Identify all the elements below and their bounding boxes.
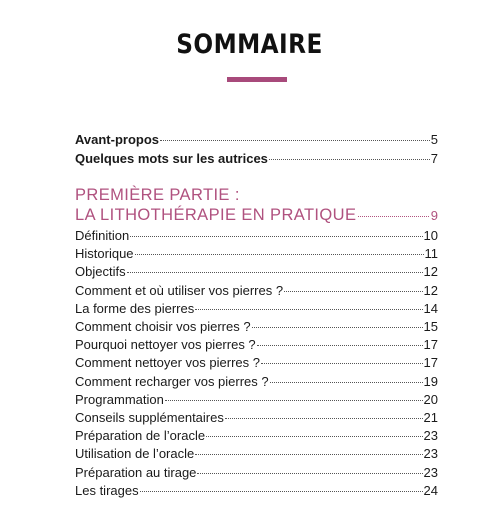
toc-entry-page: 21 (423, 410, 438, 425)
dot-leader (130, 236, 422, 237)
toc-entry[interactable] (75, 283, 438, 299)
part-one-heading-line2: LA LITHOTHÉRAPIE EN PRATIQUE (75, 206, 357, 224)
toc-entry-page: 12 (423, 264, 438, 280)
toc-entry-avant-propos[interactable] (75, 132, 438, 148)
toc-entry-page: 11 (424, 246, 438, 262)
toc-entry-page: 23 (423, 446, 438, 462)
toc-entry-label: Les tirages (75, 482, 139, 498)
dot-leader (206, 436, 422, 437)
toc-entry-page: 23 (423, 464, 438, 480)
toc-entry[interactable] (75, 428, 438, 444)
toc-entry[interactable] (75, 246, 438, 262)
toc-entry-label: La forme des pierres (75, 300, 195, 316)
toc-entry[interactable] (75, 264, 438, 280)
toc-entry-label: Préparation au tirage (75, 464, 197, 480)
toc-entry-page: 19 (423, 373, 438, 389)
toc-entry-page: 10 (423, 228, 438, 243)
dot-leader (160, 140, 430, 141)
toc-entry-page: 23 (423, 428, 438, 444)
toc-entry-page: 15 (423, 319, 438, 334)
toc-entry-label: Préparation de l’oracle (75, 428, 206, 444)
toc-entry[interactable] (75, 483, 438, 499)
dot-leader (165, 400, 423, 401)
dot-leader (195, 309, 422, 310)
toc-entry-label: Conseils supplémentaires (75, 410, 224, 425)
toc-entry[interactable] (75, 301, 438, 317)
toc-entry[interactable] (75, 410, 438, 426)
toc-entry[interactable] (75, 337, 438, 353)
toc-entry[interactable] (75, 446, 438, 462)
toc-entry-label: Historique (75, 246, 134, 262)
toc-entry-page: 5 (430, 132, 438, 147)
toc-entry[interactable] (75, 319, 438, 335)
page-title: SOMMAIRE (176, 29, 323, 60)
dot-leader (269, 159, 430, 160)
toc-entry[interactable] (75, 374, 438, 390)
dot-leader (197, 473, 422, 474)
toc-entry-page: 20 (423, 391, 438, 407)
toc-entry-label: Comment nettoyer vos pierres ? (75, 355, 260, 371)
toc-entry-autrices[interactable] (75, 151, 438, 167)
toc-entry-label: Pourquoi nettoyer vos pierres ? (75, 337, 256, 353)
table-of-contents (75, 0, 438, 512)
toc-entry-label: Quelques mots sur les autrices (75, 151, 268, 166)
toc-entry-label: Objectifs (75, 264, 126, 280)
dot-leader (257, 345, 423, 346)
toc-entry-page: 7 (430, 151, 438, 166)
dot-leader (270, 382, 423, 383)
part-one-heading-line1: PREMIÈRE PARTIE : (75, 186, 240, 204)
part-one-page: 9 (430, 208, 438, 223)
toc-entry-page: 17 (423, 337, 438, 353)
dot-leader (195, 454, 422, 455)
dot-leader (127, 272, 423, 273)
toc-entry-page: 17 (423, 355, 438, 371)
toc-entry-label: Définition (75, 228, 130, 243)
toc-entry-page: 14 (423, 300, 438, 316)
dot-leader (284, 291, 422, 292)
toc-entry-label: Comment et où utiliser vos pierres ? (75, 282, 284, 298)
toc-entry-page: 12 (423, 282, 438, 298)
dot-leader (261, 363, 423, 364)
toc-entry-page: 24 (423, 482, 438, 498)
toc-entry-label: Utilisation de l’oracle (75, 446, 195, 462)
toc-entry-label: Comment choisir vos pierres ? (75, 319, 251, 334)
toc-entry[interactable] (75, 228, 438, 244)
part-one-heading[interactable] (75, 206, 438, 225)
dot-leader (135, 254, 424, 255)
dot-leader (225, 418, 423, 419)
toc-entry[interactable] (75, 355, 438, 371)
dot-leader (252, 327, 423, 328)
toc-entry-label: Programmation (75, 391, 164, 407)
toc-entry[interactable] (75, 392, 438, 408)
dot-leader (358, 216, 428, 217)
dot-leader (140, 491, 423, 492)
toc-entry[interactable] (75, 465, 438, 481)
toc-entry-label: Comment recharger vos pierres ? (75, 373, 269, 389)
toc-entry-label: Avant-propos (75, 132, 160, 147)
